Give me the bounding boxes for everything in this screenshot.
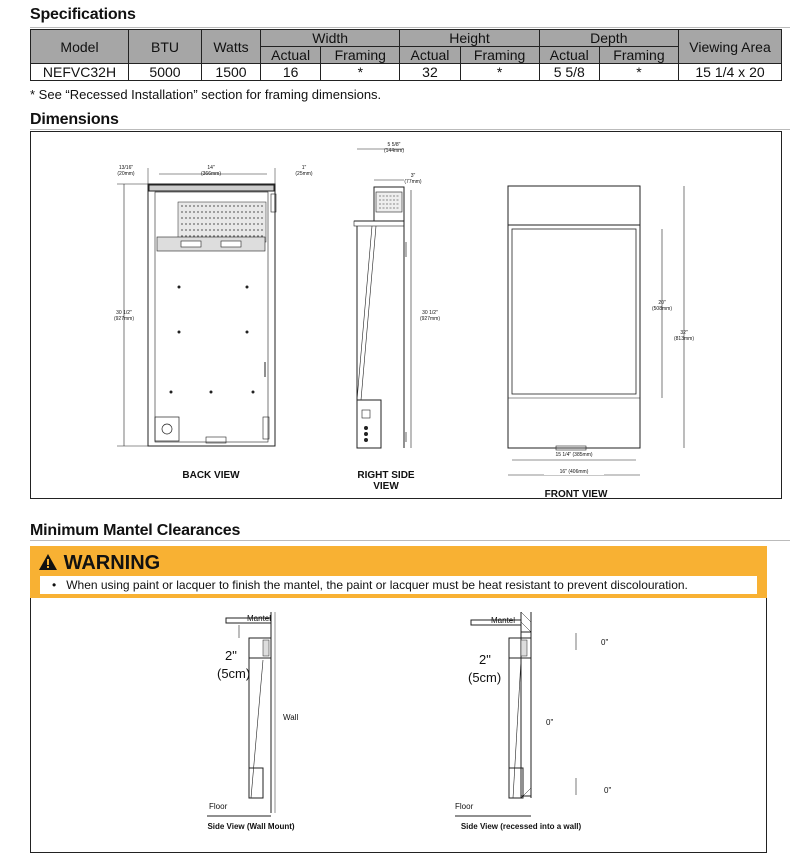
heading-rule: [30, 540, 790, 541]
cell-height-framing: *: [460, 64, 539, 81]
clearance-inches: 2": [225, 648, 237, 663]
front-view-caption: FRONT VIEW: [544, 489, 608, 500]
mantel-label: Mantel: [247, 614, 272, 623]
dim-label: 1" (25mm): [295, 165, 313, 177]
col-watts: Watts: [202, 30, 261, 64]
col-height: Height: [400, 30, 539, 47]
dim-label: 13/16" (20mm): [117, 165, 135, 177]
col-height-actual: Actual: [400, 47, 460, 64]
floor-label: Floor: [209, 802, 228, 811]
col-model: Model: [31, 30, 129, 64]
cell-height-actual: 32: [400, 64, 460, 81]
dimensions-heading: Dimensions: [30, 111, 119, 128]
col-viewing-area: Viewing Area: [679, 30, 782, 64]
mantel-label: Mantel: [491, 616, 516, 625]
cell-watts: 1500: [202, 64, 261, 81]
col-width-actual: Actual: [261, 47, 321, 64]
col-height-framing: Framing: [460, 47, 539, 64]
wall-mount-drawing: [207, 612, 275, 816]
recessed-caption: Side View (recessed into a wall): [460, 822, 582, 831]
recessed-drawing: [455, 612, 576, 816]
table-row: [31, 64, 782, 81]
dim-label: 20" (508mm): [651, 300, 672, 312]
clearance-cm: (5cm): [217, 666, 251, 681]
col-btu: BTU: [129, 30, 202, 64]
dim-label: 5 5/8" (144mm): [383, 142, 404, 154]
cell-width-actual: 16: [261, 64, 321, 81]
framing-note: * See “Recessed Installation” section for framing dimensions.: [30, 87, 382, 102]
dim-label: 16" (406mm): [544, 469, 604, 475]
warning-text-row: • When using paint or lacquer to finish the mantel, the paint or lacquer must be heat resistant to prevent discolouration.: [40, 576, 757, 594]
cell-model: NEFVC32H: [31, 64, 129, 81]
heading-rule: [30, 129, 790, 130]
dim-label: 30 1/2" (927mm): [419, 310, 440, 322]
dimension-drawings: [31, 132, 783, 500]
warning-title-text: WARNING: [63, 552, 161, 574]
cell-depth-actual: 5 5/8: [539, 64, 599, 81]
warning-text: When using paint or lacquer to finish the mantel, the paint or lacquer must be heat resistant to prevent discolouration.: [66, 578, 688, 592]
warning-icon: [38, 553, 58, 571]
dimensions-panel: [30, 131, 782, 499]
dim-label: 30 1/2" (927mm): [113, 310, 134, 322]
spec-table: [30, 29, 782, 81]
warning-title: [38, 552, 160, 575]
mantel-clearances-heading: Minimum Mantel Clearances: [30, 522, 241, 539]
col-depth-actual: Actual: [539, 47, 599, 64]
floor-label: Floor: [455, 802, 474, 811]
cell-btu: 5000: [129, 64, 202, 81]
clearance-cm: (5cm): [468, 670, 502, 685]
cell-viewing-area: 15 1/4 x 20: [679, 64, 782, 81]
front-view-drawing: [508, 186, 684, 475]
cell-width-framing: *: [321, 64, 400, 81]
clearance-zero-label: 0": [601, 638, 609, 647]
mantel-drawings: [31, 598, 768, 853]
warning-banner: [30, 546, 767, 598]
col-depth-framing: Framing: [599, 47, 678, 64]
wall-label: Wall: [283, 713, 299, 722]
wall-mount-caption: Side View (Wall Mount): [207, 822, 295, 831]
dim-label: 14" (366mm): [200, 165, 221, 177]
specifications-heading: Specifications: [30, 6, 136, 23]
col-depth: Depth: [539, 30, 678, 47]
clearance-zero-label: 0": [546, 718, 554, 727]
right-side-view-drawing: [354, 149, 411, 448]
heading-rule: [30, 27, 790, 28]
dim-label: 15 1/4" (385mm): [544, 452, 604, 458]
col-width-framing: Framing: [321, 47, 400, 64]
dim-label: 32" (813mm): [673, 330, 694, 342]
col-width: Width: [261, 30, 400, 47]
clearance-inches: 2": [479, 652, 491, 667]
clearance-zero-label: 0": [604, 786, 612, 795]
back-view-caption: BACK VIEW: [182, 470, 240, 481]
cell-depth-framing: *: [599, 64, 678, 81]
dim-label: 3" (77mm): [404, 173, 422, 185]
back-view-drawing: [117, 168, 276, 446]
mantel-clearance-panel: [30, 598, 767, 853]
right-side-view-caption: RIGHT SIDE VIEW: [357, 470, 415, 492]
